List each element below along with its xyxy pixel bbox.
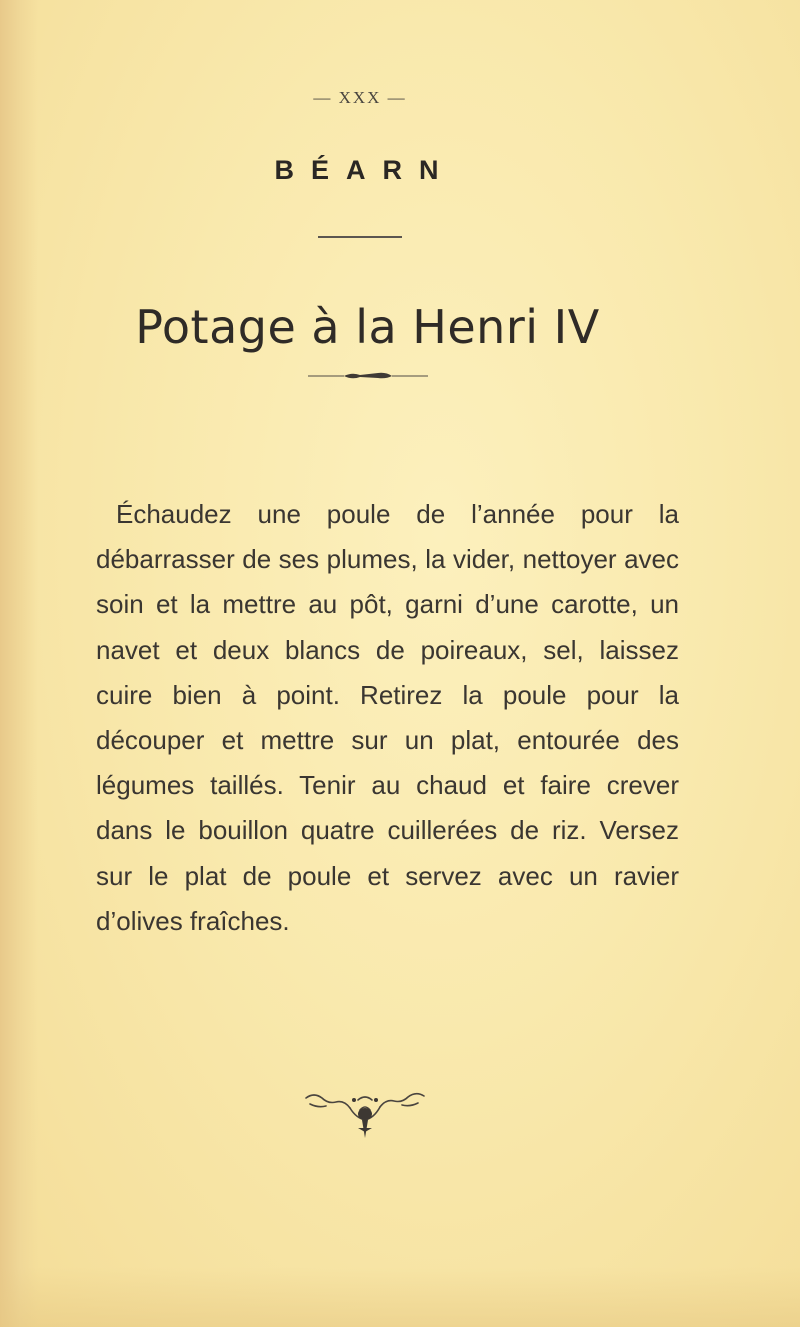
page-bottom-shade [0, 1267, 800, 1327]
ornamental-rule-icon [308, 370, 428, 382]
fleuron-ornament-icon [300, 1090, 430, 1148]
region-heading: BÉARN [274, 155, 456, 185]
recipe-body: Échaudez une poule de l’année pour la débarrasser de ses plumes, la vider, nettoyer avec soin et la mettre au pôt, garni d’une carotte, un navet et deux blancs de poireaux, sel, laissez cuire bien à point. Retirez la poule pour la découper et mettre sur un plat, entourée des légumes taillés. Tenir au chaud et faire crever dans le bouillon quatre cuillerées de riz. Versez sur le plat de poule et servez avec un ravier d’olives fraîches. [96, 499, 679, 936]
page-folio: — XXX — [313, 88, 407, 107]
page-edge-shadow [0, 0, 38, 1327]
recipe-title: Potage à la Henri IV [135, 300, 600, 354]
short-rule-divider [318, 236, 402, 238]
